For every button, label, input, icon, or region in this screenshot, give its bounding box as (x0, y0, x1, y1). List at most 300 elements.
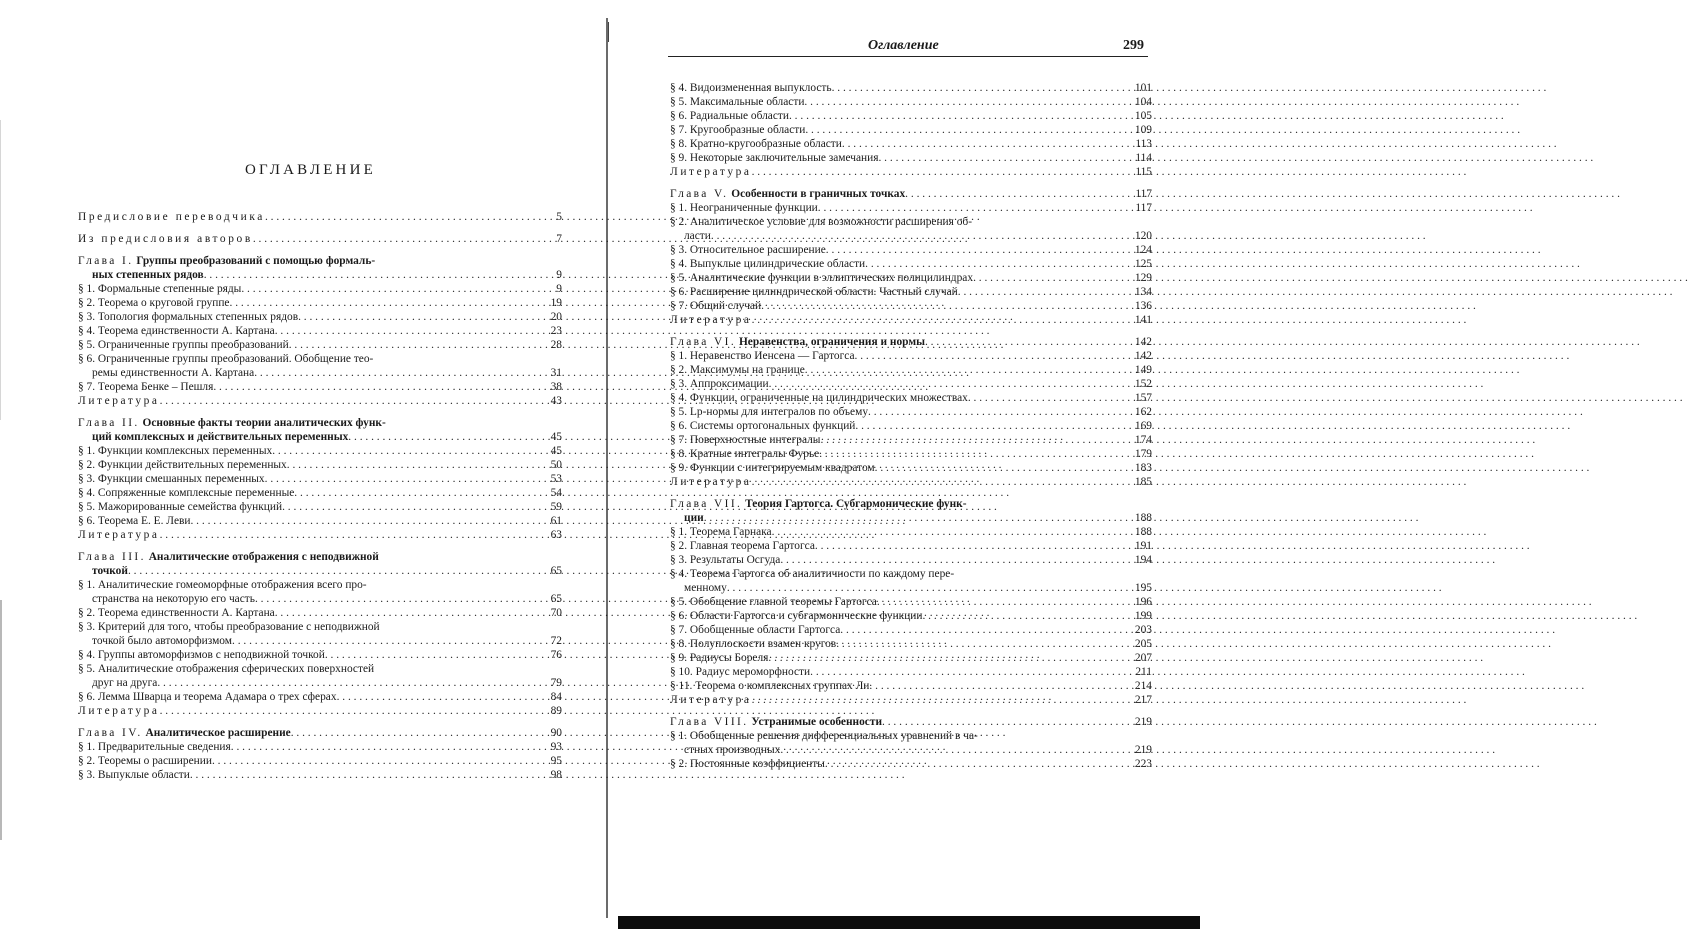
entry-label-wrap (670, 363, 805, 377)
toc-entry (670, 419, 1152, 433)
page-ref: 45 (550, 445, 562, 457)
page-ref: 63 (550, 529, 562, 541)
entry-line (78, 550, 562, 564)
toc-entry (78, 458, 562, 472)
entry-label: § 3. Результаты Осгуда (670, 554, 781, 566)
page-ref: 142 (1134, 350, 1152, 362)
entry-label: § 7. Поверхностные интегралы (670, 434, 821, 446)
entry-label: § 6. Ограниченные группы преобразований. Обобщение тео- (78, 353, 374, 365)
entry-continuation (78, 366, 562, 380)
entry-label: § 9. Некоторые заключительные замечания (670, 152, 879, 164)
toc-block (670, 81, 1152, 179)
dot-leader (804, 95, 1114, 109)
dot-leader (160, 528, 524, 542)
entry-label: § 3. Функции смешанных переменных (78, 473, 265, 485)
toc-entry (78, 232, 562, 246)
toc-block (78, 232, 562, 246)
page-ref: 43 (550, 395, 562, 407)
entry-label-wrap (78, 210, 265, 224)
dot-leader (905, 187, 1114, 201)
page-ref: 28 (550, 339, 562, 351)
page-ref: 5 (556, 211, 562, 223)
toc-entry (670, 757, 1152, 771)
page-number: 299 (1123, 38, 1144, 53)
dot-leader (255, 592, 524, 606)
dot-leader (820, 433, 1114, 447)
entry-label: Группы преобразований с помощью формаль- (136, 255, 376, 267)
toc-entry (670, 609, 1152, 623)
toc-entry (78, 444, 562, 458)
chapter-entry (78, 726, 562, 740)
dot-leader (789, 109, 1114, 123)
toc-right-column (670, 81, 1152, 779)
entry-label: § 5. Ограниченные группы преобразований (78, 339, 289, 351)
entry-continuation (670, 743, 1152, 757)
toc-entry (670, 461, 1152, 475)
page-ref: 113 (1135, 138, 1152, 150)
entry-label: § 5. Lp-нормы для интегралов по объему (670, 406, 869, 418)
toc-block (78, 726, 562, 782)
entry-label-wrap (78, 444, 272, 458)
entry-label: § 6. Теорема Е. Е. Леви (78, 515, 191, 527)
entry-label-wrap (78, 380, 213, 394)
entry-label-wrap (670, 715, 882, 729)
toc-entry (78, 500, 562, 514)
toc-block (78, 416, 562, 542)
page-ref: 19 (550, 297, 562, 309)
entry-label: Аналитические отображения с неподвижной (148, 551, 379, 563)
running-head (668, 38, 1148, 57)
toc-entry (78, 606, 562, 620)
entry-line (78, 620, 562, 634)
toc-entry (670, 729, 1152, 757)
entry-label: Литература (670, 694, 752, 706)
entry-label-wrap (670, 151, 878, 165)
page-ref: 162 (1134, 406, 1152, 418)
dot-leader (922, 609, 1114, 623)
entry-label: § 3. Топология формальных степенных рядов (78, 311, 299, 323)
entry-label-wrap (78, 338, 289, 352)
dot-leader (836, 637, 1114, 651)
dot-leader (819, 447, 1114, 461)
entry-line (78, 352, 562, 366)
entry-label-wrap (78, 606, 275, 620)
page-ref: 136 (1134, 300, 1152, 312)
toc-entry (670, 525, 1152, 539)
entry-label-wrap (78, 648, 325, 662)
entry-label-continued: ласти (684, 230, 711, 242)
toc-entry (78, 352, 562, 380)
dot-leader (968, 391, 1114, 405)
entry-label: Литература (670, 476, 752, 488)
entry-label-continued: ции (684, 512, 704, 524)
page-ref: 191 (1134, 540, 1152, 552)
entry-label-wrap (670, 377, 769, 391)
chapter-number: Глава VI. (670, 336, 737, 348)
page-ref: 207 (1134, 652, 1152, 664)
chapter-number: Глава I. (78, 255, 134, 267)
dot-leader (875, 461, 1114, 475)
toc-entry (670, 349, 1152, 363)
page-ref: 105 (1134, 110, 1152, 122)
entry-label-wrap (78, 768, 190, 782)
entry-label: § 4. Выпуклые цилиндрические области (670, 258, 866, 270)
entry-label-wrap (670, 313, 752, 327)
chapter-entry (670, 187, 1152, 201)
entry-label: § 5. Мажорированные семейства функций (78, 501, 283, 513)
dot-leader (212, 754, 524, 768)
entry-label-wrap (670, 693, 752, 707)
entry-label-continued: менному (684, 582, 727, 594)
dot-leader (805, 363, 1114, 377)
page-ref: 217 (1134, 694, 1152, 706)
toc-entry (78, 514, 562, 528)
page-ref: 20 (550, 311, 562, 323)
toc-entry (78, 486, 562, 500)
dot-leader (768, 651, 1114, 665)
page-ref: 134 (1134, 286, 1152, 298)
entry-label-wrap (670, 447, 819, 461)
entry-label: Аналитическое расширение (145, 727, 291, 739)
entry-label: § 3. Аппроксимации (670, 378, 769, 390)
dot-leader (840, 623, 1114, 637)
entry-label: Неравенства, ограничения и нормы (738, 336, 925, 348)
dot-leader (882, 715, 1114, 729)
entry-label: § 6. Расширение цилиндрической области. Частный случай (670, 286, 958, 298)
entry-label: § 2. Максимумы на границе (670, 364, 805, 376)
entry-label: § 1. Неравенство Иенсена — Гартогса (670, 350, 855, 362)
page-ref: 95 (550, 755, 562, 767)
entry-label-wrap (78, 486, 294, 500)
dot-leader (704, 511, 1114, 525)
dot-leader (925, 335, 1114, 349)
page-ref: 117 (1135, 202, 1152, 214)
dot-leader (818, 201, 1114, 215)
entry-line (670, 497, 1152, 511)
entry-label: § 3. Выпуклые области (78, 769, 190, 781)
entry-label-wrap (78, 394, 160, 408)
dot-leader (213, 380, 524, 394)
entry-continuation (670, 581, 1152, 595)
page-ref: 53 (550, 473, 562, 485)
entry-label: § 6. Системы ортогональных функций (670, 420, 856, 432)
page-ref: 65 (550, 593, 562, 605)
toc-block (670, 335, 1152, 489)
page-ref: 188 (1134, 512, 1152, 524)
entry-label: § 1. Предварительные сведения (78, 741, 231, 753)
dot-leader (772, 525, 1114, 539)
entry-continuation (78, 592, 562, 606)
entry-label-wrap (670, 349, 855, 363)
toc-entry (670, 137, 1152, 151)
entry-label: § 7. Общий случай (670, 300, 762, 312)
toc-entry (78, 472, 562, 486)
entry-label-wrap (78, 458, 287, 472)
toc-entry (78, 690, 562, 704)
entry-line (670, 567, 1152, 581)
page-ref: 179 (1134, 448, 1152, 460)
page-ref: 50 (550, 459, 562, 471)
entry-label-wrap (670, 461, 875, 475)
toc-entry (78, 578, 562, 606)
entry-label: § 1. Аналитические гомеоморфные отображения всего про- (78, 579, 367, 591)
toc-entry (670, 123, 1152, 137)
scan-left-edge (0, 600, 2, 840)
entry-label-wrap (670, 609, 922, 623)
toc-entry (670, 377, 1152, 391)
toc-entry (78, 296, 562, 310)
page-ref: 93 (550, 741, 562, 753)
toc-entry (78, 324, 562, 338)
dot-leader (272, 444, 524, 458)
entry-label-wrap (670, 665, 810, 679)
entry-label-wrap (670, 257, 865, 271)
entry-label-wrap (78, 726, 291, 740)
entry-label-continued: странства на некоторую его часть (92, 593, 255, 605)
entry-label: § 5. Максимальные области (670, 96, 805, 108)
dot-leader (815, 539, 1114, 553)
toc-entry (78, 310, 562, 324)
page-ref: 129 (1134, 272, 1152, 284)
entry-label-wrap (670, 81, 832, 95)
dot-leader (190, 514, 524, 528)
entry-label-wrap (670, 405, 868, 419)
toc-block (670, 715, 1152, 771)
page-ref: 31 (550, 367, 562, 379)
dot-leader (973, 271, 1114, 285)
toc-entry (670, 313, 1152, 327)
toc-block (78, 210, 562, 224)
toc-entry (670, 95, 1152, 109)
toc-entry (78, 754, 562, 768)
page-ref: 7 (556, 233, 562, 245)
page-ref: 89 (550, 705, 562, 717)
page-ref: 219 (1134, 716, 1152, 728)
entry-label-wrap (670, 165, 752, 179)
entry-continuation (78, 634, 562, 648)
page-ref: 149 (1134, 364, 1152, 376)
dot-leader (878, 151, 1114, 165)
toc-entry (670, 257, 1152, 271)
page-ref: 115 (1135, 166, 1152, 178)
toc-entry (670, 165, 1152, 179)
dot-leader (825, 757, 1114, 771)
entry-label-wrap (670, 243, 826, 257)
entry-label-wrap (78, 472, 265, 486)
dot-leader (810, 665, 1114, 679)
chapter-number: Глава II. (78, 417, 140, 429)
dot-leader (877, 595, 1114, 609)
toc-entry (670, 595, 1152, 609)
entry-label: § 2. Аналитическое условие для возможности расширения об- (670, 216, 973, 228)
entry-label: § 4. Группы автоморфизмов с неподвижной точкой (78, 649, 325, 661)
entry-label-wrap (670, 201, 818, 215)
entry-label: Теория Гартогса. Субгармонические функ- (745, 498, 967, 510)
dot-leader (275, 606, 524, 620)
entry-label-wrap (670, 109, 789, 123)
toc-entry (78, 528, 562, 542)
entry-label-wrap (78, 232, 253, 246)
chapter-number: Глава VIII. (670, 716, 749, 728)
page-ref: 84 (550, 691, 562, 703)
page-ref: 72 (550, 635, 562, 647)
dot-leader (348, 430, 524, 444)
entry-label-wrap (670, 433, 820, 447)
dot-leader (711, 229, 1114, 243)
entry-label: § 2. Теоремы о расширении (78, 755, 212, 767)
entry-label-wrap (670, 525, 772, 539)
entry-label: § 6. Лемма Шварца и теорема Адамара о трех сферах (78, 691, 337, 703)
page-ref: 109 (1134, 124, 1152, 136)
entry-label-wrap (670, 651, 768, 665)
entry-label-wrap (670, 419, 855, 433)
entry-label-wrap (670, 757, 825, 771)
entry-label-wrap (78, 690, 337, 704)
dot-leader (855, 419, 1114, 433)
entry-label: § 9. Функции с интегрируемым квадратом (670, 462, 875, 474)
dot-leader (294, 486, 524, 500)
entry-continuation (78, 430, 562, 444)
page-ref: 23 (550, 325, 562, 337)
entry-label-wrap (670, 637, 836, 651)
page-ref: 70 (550, 607, 562, 619)
entry-continuation (78, 676, 562, 690)
toc-entry (78, 338, 562, 352)
dot-leader (287, 458, 524, 472)
page-ref: 214 (1134, 680, 1152, 692)
dot-leader (727, 581, 1114, 595)
entry-label: § 1. Формальные степенные ряды (78, 283, 242, 295)
dot-leader (855, 349, 1114, 363)
entry-label-wrap (670, 123, 805, 137)
toc-entry (78, 282, 562, 296)
toc-entry (78, 210, 562, 224)
entry-label-wrap (670, 187, 905, 201)
page-ref: 79 (550, 677, 562, 689)
page-ref: 152 (1134, 378, 1152, 390)
entry-label: § 2. Теорема единственности А. Картана (78, 607, 275, 619)
dot-leader (298, 310, 524, 324)
dot-leader (232, 634, 524, 648)
dot-leader (275, 324, 524, 338)
toc-entry (670, 433, 1152, 447)
entry-label-wrap (670, 391, 968, 405)
entry-label-continued: стных производных (684, 744, 781, 756)
entry-label: Литература (670, 314, 752, 326)
scan-left-edge-faint (0, 120, 1, 420)
dot-leader (805, 123, 1114, 137)
toc-entry (670, 405, 1152, 419)
dot-leader (265, 210, 524, 224)
entry-label-continued: ций комплексных и действительных переменных (92, 431, 349, 443)
entry-label-wrap (670, 553, 780, 567)
dot-leader (752, 313, 1114, 327)
toc-entry (670, 363, 1152, 377)
entry-label-wrap (670, 539, 815, 553)
toc-entry (78, 620, 562, 648)
dot-leader (128, 564, 524, 578)
chapter-entry (670, 715, 1152, 729)
entry-label: § 8. Кратно-кругообразные области (670, 138, 842, 150)
entry-label: § 7. Теорема Бенке – Пешля (78, 381, 214, 393)
page-ref: 120 (1134, 230, 1152, 242)
entry-continuation (78, 564, 562, 578)
dot-leader (282, 500, 524, 514)
toc-block (78, 254, 562, 408)
page-ref: 114 (1135, 152, 1152, 164)
dot-leader (769, 377, 1114, 391)
toc-entry (670, 271, 1152, 285)
toc-entry (78, 768, 562, 782)
page-ref: 38 (550, 381, 562, 393)
entry-label: § 3. Критерий для того, чтобы преобразование с неподвижной (78, 621, 380, 633)
chapter-entry (670, 335, 1152, 349)
dot-leader (253, 232, 524, 246)
entry-label: Основные факты теории аналитических функ- (142, 417, 386, 429)
dot-leader (289, 338, 524, 352)
entry-label: § 4. Сопряженные комплексные переменные (78, 487, 295, 499)
toc-entry (670, 623, 1152, 637)
dot-leader (241, 282, 524, 296)
page-ref: 124 (1134, 244, 1152, 256)
entry-label: § 1. Обобщенные решения дифференциальных уравнений в ча- (670, 730, 978, 742)
entry-line (78, 662, 562, 676)
dot-leader (826, 243, 1114, 257)
entry-label-wrap (78, 528, 160, 542)
dot-leader (325, 648, 524, 662)
chapter-entry (670, 497, 1152, 525)
entry-label-wrap (670, 299, 761, 313)
toc-entry (670, 285, 1152, 299)
page-ref: 59 (550, 501, 562, 513)
entry-label: Предисловие переводчика (78, 211, 265, 223)
page-ref: 211 (1135, 666, 1152, 678)
entry-label-wrap (78, 500, 282, 514)
entry-label-wrap (78, 282, 241, 296)
entry-label: § 1. Функции комплексных переменных (78, 445, 273, 457)
entry-label: Литература (78, 529, 160, 541)
page-ref: 141 (1134, 314, 1152, 326)
entry-label-continued: друг на друга (92, 677, 158, 689)
chapter-entry (78, 416, 562, 444)
entry-label: § 1. Теорема Гарнака (670, 526, 772, 538)
toc-entry (670, 651, 1152, 665)
toc-entry (670, 151, 1152, 165)
dot-leader (752, 693, 1114, 707)
toc-entry (670, 475, 1152, 489)
toc-entry (78, 704, 562, 718)
page-ref: 157 (1134, 392, 1152, 404)
page-ref: 90 (550, 727, 562, 739)
page-ref: 183 (1134, 462, 1152, 474)
entry-label-wrap (78, 754, 212, 768)
entry-label: § 6. Области Гартогса и субгармонические функции (670, 610, 923, 622)
page-ref: 205 (1134, 638, 1152, 650)
toc-entry (670, 299, 1152, 313)
entry-label: § 2. Теорема о круговой группе (78, 297, 230, 309)
entry-label-wrap (78, 514, 190, 528)
entry-label: § 9. Радиусы Бореля (670, 652, 769, 664)
entry-label-wrap (670, 679, 869, 693)
entry-label: § 4. Теорема единственности А. Картана (78, 325, 275, 337)
entry-label-wrap (670, 335, 925, 349)
entry-label: § 8. Кратные интегралы Фурье (670, 448, 820, 460)
entry-line (670, 215, 1152, 229)
dot-leader (869, 679, 1114, 693)
toc-block (670, 187, 1152, 327)
page-ref: 98 (550, 769, 562, 781)
page-ref: 54 (550, 487, 562, 499)
